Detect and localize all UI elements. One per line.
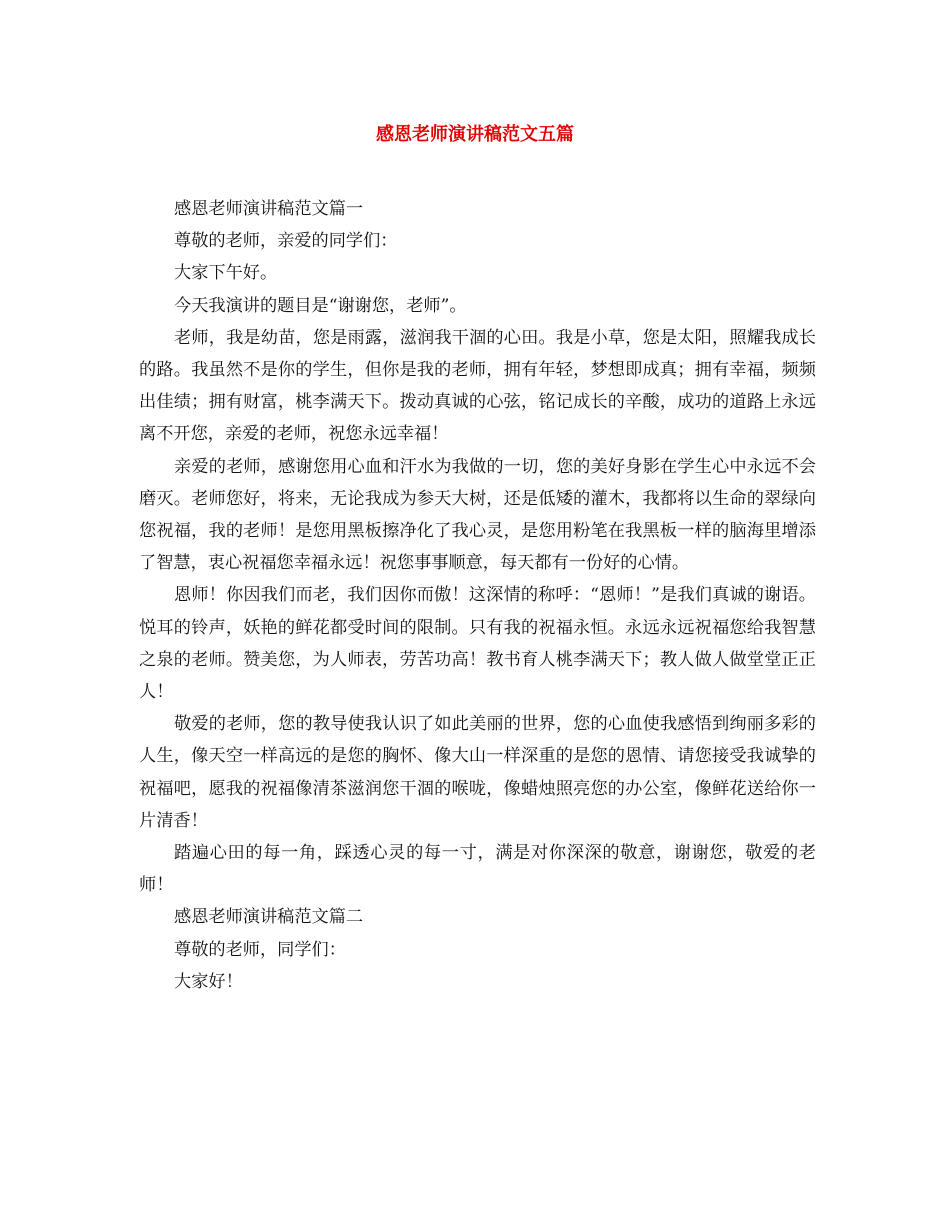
body-paragraph: 恩师！你因我们而老，我们因你而傲！这深情的称呼：“恩师！”是我们真诚的谢语。悦耳的铃声，妖艳的鲜花都受时间的限制。只有我的祝福永恒。永远永远祝福您给我智慧之泉的老师。赞美您，为人师表，劳苦功高！教书育人桃李满天下；教人做人做堂堂正正人！ (139, 585, 816, 703)
section-heading-1: 感恩老师演讲稿范文篇一 (174, 199, 364, 219)
document-title: 感恩老师演讲稿范文五篇 (376, 124, 574, 145)
body-paragraph: 亲爱的老师，感谢您用心血和汗水为我做的一切，您的美好身影在学生心中永远不会磨灭。老师您好，将来，无论我成为参天大树，还是低矮的灌木，我都将以生命的翠绿向您祝福，我的老师！是您用黑板擦净化了我心灵，是您用粉笔在我黑板一样的脑海里增添了智慧，衷心祝福您幸福永远！祝您事事顺意，每天都有一份好的心情。 (139, 456, 816, 574)
salutation-paragraph: 尊敬的老师，同学们： (174, 939, 346, 960)
section-heading-2: 感恩老师演讲稿范文篇二 (174, 907, 364, 928)
greeting-paragraph: 大家下午好。 (174, 263, 278, 284)
topic-paragraph: 今天我演讲的题目是“谢谢您，老师”。 (174, 295, 467, 316)
body-paragraph: 踏遍心田的每一角，踩透心灵的每一寸，满是对你深深的敬意，谢谢您，敬爱的老师！ (139, 843, 816, 896)
body-paragraph: 敬爱的老师，您的教导使我认识了如此美丽的世界，您的心血使我感悟到绚丽多彩的人生，像天空一样高远的是您的胸怀、像大山一样深重的是您的恩情、请您接受我诚挚的祝福吧，愿我的祝福像清茶滋润您干涸的喉咙，像蜡烛照亮您的办公室，像鲜花送给你一片清香！ (139, 714, 816, 831)
document-body (139, 193, 816, 998)
salutation-paragraph: 尊敬的老师，亲爱的同学们： (174, 231, 398, 252)
greeting-paragraph: 大家好！ (174, 971, 243, 992)
body-paragraph: 老师，我是幼苗，您是雨露，滋润我干涸的心田。我是小草，您是太阳，照耀我成长的路。我虽然不是你的学生，但你是我的老师，拥有年轻，梦想即成真；拥有幸福，频频出佳绩；拥有财富，桃李满天下。拨动真诚的心弦，铭记成长的辛酸，成功的道路上永远离不开您，亲爱的老师，祝您永远幸福！ (139, 327, 816, 445)
